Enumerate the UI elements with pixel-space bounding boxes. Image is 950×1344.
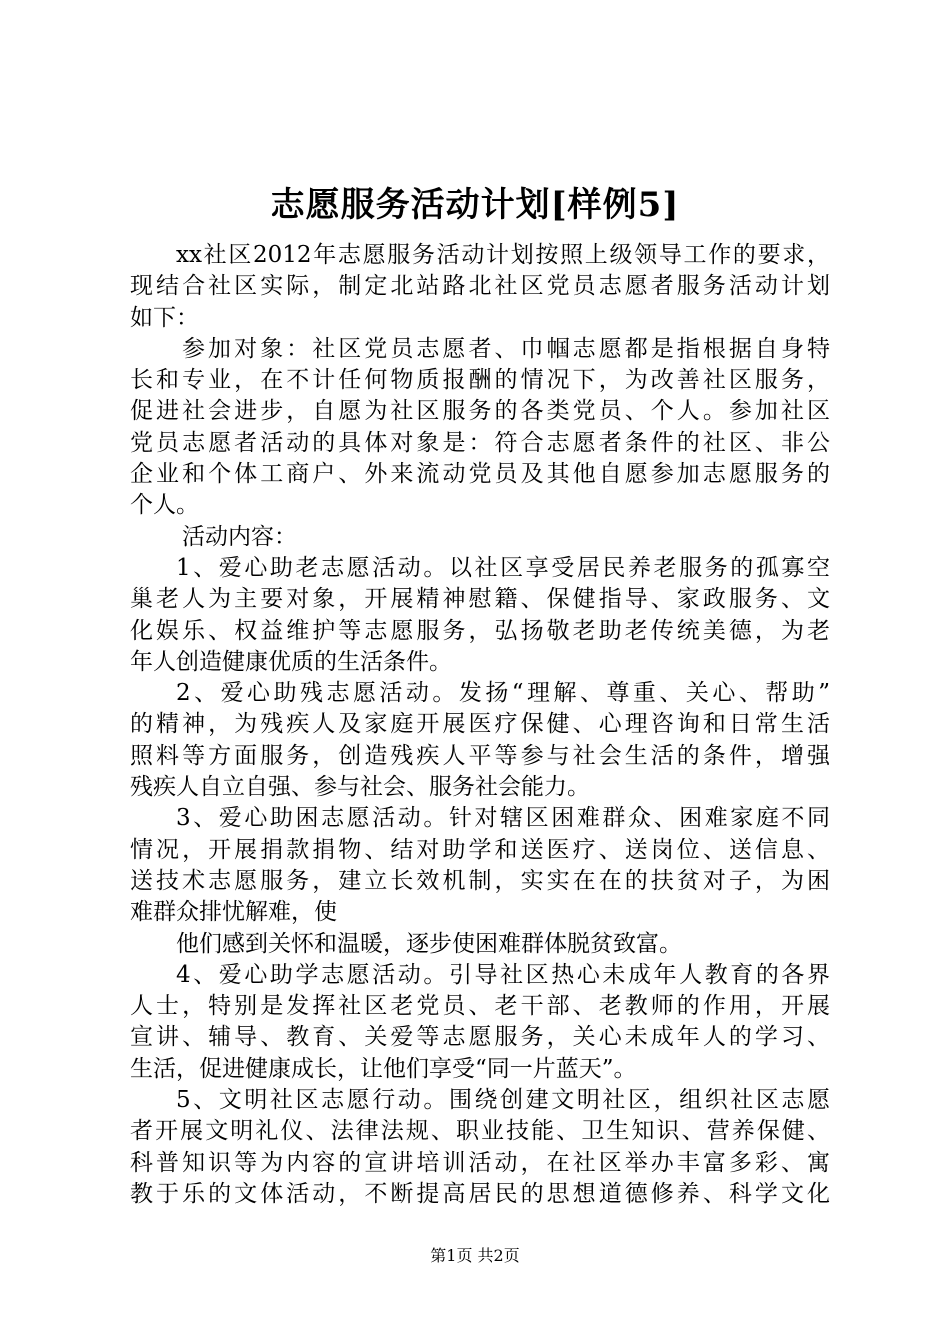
text-line: 5、文明社区志愿行动。围绕创建文明社区，组织社区志愿: [176, 1087, 830, 1114]
paragraph-participants: [130, 334, 830, 522]
text-line: 化娱乐、权益维护等志愿服务，弘扬敬老助老传统美德，为老: [130, 617, 830, 644]
text-line: 残疾人自立自强、参与社会、服务社会能力。: [130, 774, 590, 801]
text-line: 促进社会进步，自愿为社区服务的各类党员、个人。参加社区: [130, 398, 830, 425]
text-line: 个人。: [130, 492, 199, 519]
paragraph-item-5: [130, 1085, 830, 1210]
text-line: 人士，特别是发挥社区老党员、老干部、老教师的作用，开展: [130, 993, 830, 1020]
text-line: 4、爱心助学志愿活动。引导社区热心未成年人教育的各界: [176, 961, 830, 988]
text-line: 1、爱心助老志愿活动。以社区享受居民养老服务的孤寡空: [176, 554, 830, 581]
text-line: 者开展文明礼仪、法律法规、职业技能、卫生知识、营养保健、: [130, 1118, 830, 1145]
text-line: 企业和个体工商户、外来流动党员及其他自愿参加志愿服务的: [130, 461, 830, 488]
text-line: 2、爱心助残志愿活动。发扬“理解、尊重、关心、帮助”: [176, 680, 830, 707]
text-line: xx社区2012年志愿服务活动计划按照上级领导工作的要求，: [176, 242, 830, 268]
text-line: 党员志愿者活动的具体对象是：符合志愿者条件的社区、非公: [130, 429, 830, 456]
text-line: 教于乐的文体活动，不断提高居民的思想道德修养、科学文化: [130, 1180, 830, 1207]
text-line: 科普知识等为内容的宣讲培训活动，在社区举办丰富多彩、寓: [130, 1149, 830, 1176]
paragraph-item-2: [130, 678, 830, 803]
paragraph-item-4: [130, 960, 830, 1085]
text-line: 活动内容：: [182, 523, 297, 550]
text-line: 的精神，为残疾人及家庭开展医疗保健、心理咨询和日常生活: [130, 711, 830, 738]
text-line: 年人创造健康优质的生活条件。: [130, 648, 452, 675]
text-line: 宣讲、辅导、教育、关爱等志愿服务，关心未成年人的学习、: [130, 1024, 830, 1051]
text-line: 如下：: [130, 304, 199, 331]
text-line: 他们感到关怀和温暖，逐步使困难群体脱贫致富。: [176, 930, 682, 957]
document-body: [130, 240, 830, 1210]
paragraph-item-1: [130, 553, 830, 678]
text-line: 照料等方面服务，创造残疾人平等参与社会生活的条件，增强: [130, 742, 830, 769]
text-line: 现结合社区实际，制定北站路北社区党员志愿者服务活动计划: [130, 273, 830, 300]
text-line: 生活，促进健康成长，让他们享受“同一片蓝天”。: [130, 1055, 637, 1082]
paragraph-item-3: [130, 803, 830, 928]
page-footer: 第1页 共2页: [430, 1246, 520, 1265]
text-line: 送技术志愿服务，建立长效机制，实实在在的扶贫对子，为困: [130, 867, 830, 894]
text-line: 难群众排忧解难，使: [130, 899, 337, 926]
paragraph-item-3-continued: [130, 929, 830, 960]
text-line: 参加对象：社区党员志愿者、巾帼志愿都是指根据自身特: [182, 335, 830, 362]
text-line: 巢老人为主要对象，开展精神慰籍、保健指导、家政服务、文: [130, 586, 830, 613]
document-title: 志愿服务活动计划[样例5]: [270, 185, 680, 225]
paragraph-content-heading: [130, 522, 830, 553]
text-line: 3、爱心助困志愿活动。针对辖区困难群众、困难家庭不同: [176, 805, 830, 832]
text-line: 长和专业，在不计任何物质报酬的情况下，为改善社区服务，: [130, 367, 830, 394]
text-line: 情况，开展捐款捐物、结对助学和送医疗、送岗位、送信息、: [130, 836, 830, 863]
paragraph-intro: [130, 240, 830, 334]
